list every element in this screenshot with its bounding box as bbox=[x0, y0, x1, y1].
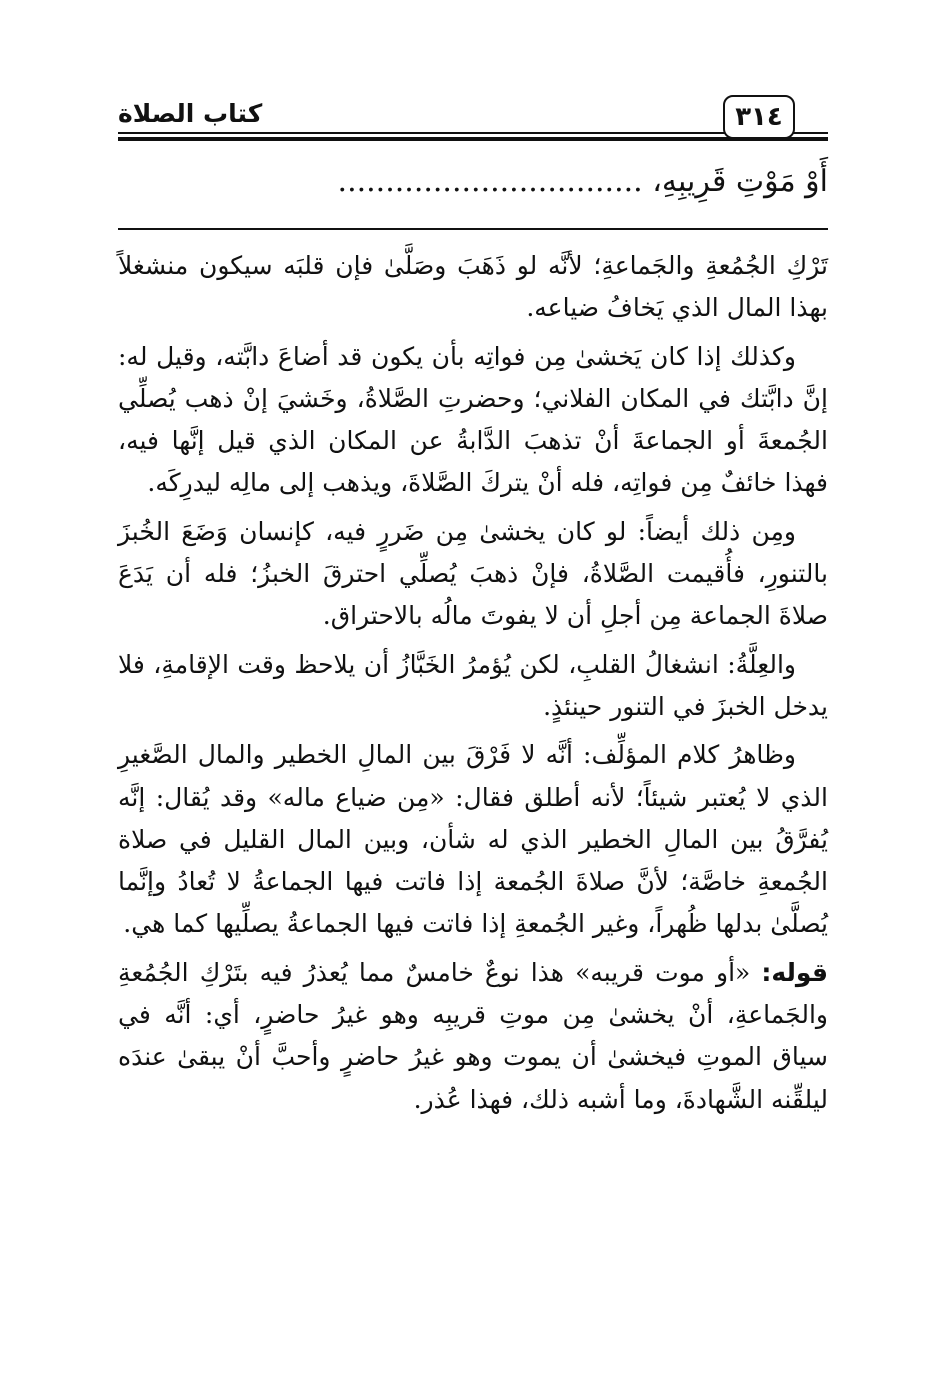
commentary-paragraph: وكذلك إذا كان يَخشىٰ مِن فواتِه بأن يكون قد أضاعَ دابَّته، وقيل له: إنَّ دابَّتك في المكان الفلاني؛ وحضرتِ الصَّلاةُ، وخَشيَ إنْ ذهب يُصلِّي الجُمعةَ أو الجماعةَ أنْ تذهبَ الدَّابةُ عن المكان الذي قيل إنَّها فيه، فهذا خائفٌ مِن فواتِه، فله أنْ يتركَ الصَّلاةَ، ويذهب إلى مالِه ليدرِكَه. bbox=[118, 341, 828, 498]
qawluhu-label: قوله: bbox=[761, 957, 828, 987]
commentary-paragraph: ومِن ذلك أيضاً: لو كان يخشىٰ مِن ضَررٍ فيه، كإنسان وَضَعَ الخُبزَ بالتنورِ، فأُقيمت الصَّلاةُ، فإنْ ذهبَ يُصلِّي احترقَ الخبزُ؛ فله أن يَدَعَ صلاةَ الجماعة مِن أجلِ أن لا يفوتَ مالُه بالاحتراق. bbox=[118, 516, 828, 631]
qawluhu-quote: «أو موت قريبه» bbox=[575, 957, 751, 987]
header-rule-top bbox=[118, 132, 828, 134]
qawluhu-paragraph bbox=[118, 952, 828, 1121]
commentary-paragraph: والعِلَّةُ: انشغالُ القلبِ، لكن يُؤمرُ الخَبَّازُ أن يلاحظ وقت الإقامةِ، فلا يدخل الخبزَ في التنور حينئذٍ. bbox=[118, 649, 828, 721]
header-rule-bottom bbox=[118, 137, 828, 141]
matn-separator-rule bbox=[118, 228, 828, 230]
page-number: ٣١٤ bbox=[723, 95, 795, 139]
commentary-body bbox=[118, 245, 828, 1127]
qawluhu-text: هذا نوعٌ خامسٌ مما يُعذرُ فيه بتَرْكِ الجُمُعةِ والجَماعةِ، أنْ يخشىٰ مِن موتِ قريبِه وهو غيرُ حاضرٍ، أي: أنَّه في سياق الموتِ فيخشىٰ أن يموت وهو غيرُ حاضرٍ وأحبَّ أنْ يبقىٰ عندَه ليلقِّنه الشَّهادةَ، وما أشبه ذلك، فهذا عُذر. bbox=[118, 957, 828, 1114]
matn-text: أَوْ مَوْتِ قَرِيبِهِ، ................................ bbox=[337, 164, 828, 199]
page-header bbox=[118, 95, 828, 155]
commentary-paragraph: تَرْكِ الجُمُعةِ والجَماعةِ؛ لأنَّه لو ذَهَبَ وصَلَّىٰ فإن قلبَه سيكون منشغلاً بهذا المال الذي يَخافُ ضياعه. bbox=[118, 251, 828, 323]
commentary-paragraph: وظاهرُ كلام المؤلِّف: أنَّه لا فَرْقَ بين المالِ الخطير والمال الصَّغيرِ الذي لا يُعتبر شيئاً؛ لأنه أطلق فقال: «مِن ضياع ماله» وقد يُقال: إنَّه يُفرَّقُ بين المالِ الخطير الذي له شأن، وبين المال القليل في صلاة الجُمعةِ خاصَّة؛ لأنَّ صلاةَ الجُمعة إذا فاتت فيها الجماعةُ لا تُعادُ وإنَّما يُصلَّىٰ بدلها ظُهراً، وغير الجُمعةِ إذا فاتت فيها الجماعةُ يصلِّيها كما هي. bbox=[118, 740, 828, 939]
book-title: كتاب الصلاة bbox=[118, 99, 272, 128]
